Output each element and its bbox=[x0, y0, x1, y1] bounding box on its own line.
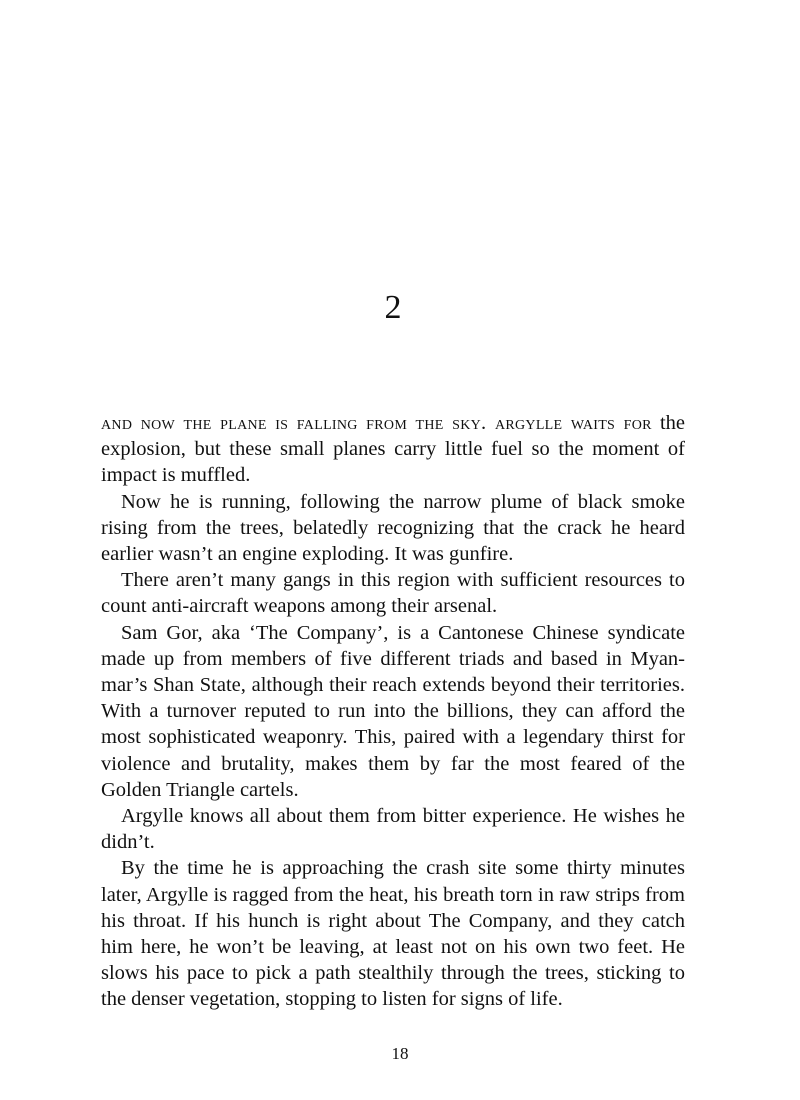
chapter-body bbox=[101, 410, 685, 1013]
paragraph-1-text: the explosion, but these small planes carry little fuel so the moment of impact is muffled. bbox=[101, 412, 685, 487]
opening-small-caps: and now the plane is falling from the sky. argylle waits for bbox=[101, 412, 652, 434]
chapter-number: 2 bbox=[384, 289, 402, 326]
paragraph-3: There aren’t many gangs in this region with sufficient resources to count anti-aircraft weapons among their arsenal. bbox=[101, 569, 685, 618]
page-number: 18 bbox=[391, 1044, 409, 1063]
paragraph-6: By the time he is approaching the crash site some thirty minutes later, Argylle is ragged from the heat, his breath torn in raw strips from his throat. If his hunch is right about The Company, and they catch him here, he won’t be leaving, at least not on his own two feet. He slows his pace to pick a path stealthily through the trees, sticking to the denser vegetation, stopping to listen for signs of life. bbox=[101, 857, 685, 1011]
paragraph-1 bbox=[101, 410, 685, 489]
paragraph-5: Argylle knows all about them from bitter experience. He wishes he didn’t. bbox=[101, 805, 685, 854]
paragraph-2: Now he is running, following the narrow plume of black smoke rising from the trees, belatedly recognizing that the crack he heard earlier wasn’t an engine exploding. It was gunfire. bbox=[101, 490, 685, 566]
paragraph-4: Sam Gor, aka ‘The Company’, is a Cantonese Chinese syndicate made up from members of five different triads and based in Myanmar’s Shan State, although their reach extends beyond their territories. With a turnover reputed to run into the billions, they can afford the most sophisticated weaponry. This, paired with a legendary thirst for violence and brutality, makes them by far the most feared of the Golden Triangle cartels. bbox=[101, 621, 685, 801]
